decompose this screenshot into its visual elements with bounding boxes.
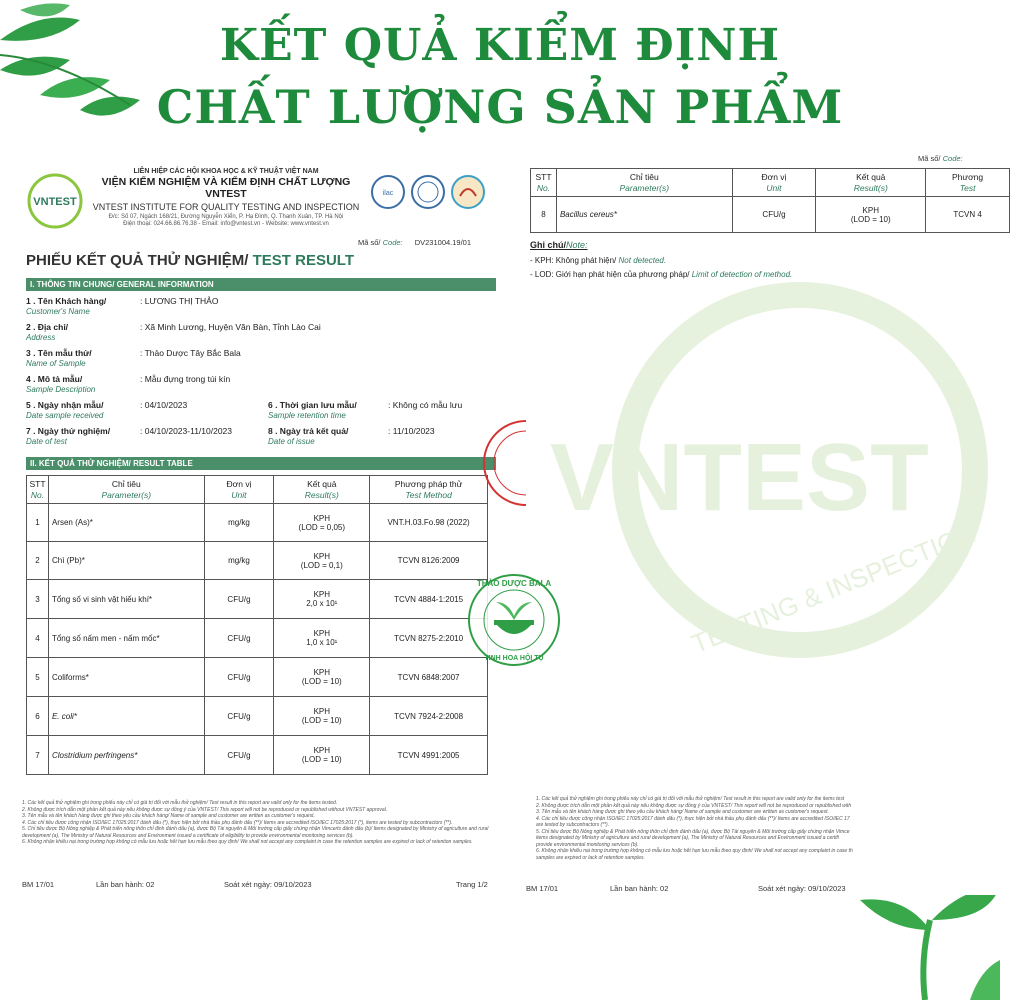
field-sample-name <box>26 348 92 368</box>
accreditation-seal-icon <box>410 174 446 210</box>
field-label: 6 . Thời gian lưu mẫu/ <box>268 400 357 410</box>
code-value: DV231004.19/01 <box>414 238 472 247</box>
field-label-en: Sample Description <box>26 385 96 394</box>
col-result: Kết quả Result(s) <box>274 476 370 504</box>
ilac-mra-logo-icon <box>370 174 406 210</box>
title-vi: PHIẾU KẾT QUẢ THỬ NGHIỆM/ <box>26 252 249 269</box>
code-label: Mã số/ <box>358 238 381 247</box>
footnote: 2. Không được trích dẫn một phần kết quả này nếu không được sự đồng ý của VNTEST/ This report will not be reproduced or republished with <box>536 802 852 809</box>
header-line2: VIỆN KIỂM NGHIỆM VÀ KIỂM ĐỊNH CHẤT LƯỢNG VNTEST <box>101 176 351 200</box>
footnote: 5. Chỉ tiêu được Bộ Nông nghiệp & Phát triển nông thôn chỉ định đánh dấu (a), được Bộ Tài nguyên & Môi trường cấp giấy chứng nhận Vimce <box>536 828 850 835</box>
field-label: 3 . Tên mẫu thử/ <box>26 348 92 358</box>
col-result: Kết quả Result(s) <box>816 169 926 197</box>
footnote: 5. Chỉ tiêu được Bộ Nông nghiệp & Phát triển nông thôn chỉ định đánh dấu (a), được Bộ Tài nguyên & Môi trường cấp giấy chứng nhận Vimcerts đánh dấu (b)/ Items designated by Ministry of agriculture and rural development (a), The Ministry of Natural Resources and Environment issued a certificate of eligibility to provide environmental monitoring services (b). <box>22 826 489 839</box>
footnote: samples are expired or lack of retention samples. <box>536 854 645 861</box>
code-label-en: Code: <box>942 154 963 163</box>
footnote: 6. Không nhận khiếu nại trong trường hợp không có mẫu lưu hoặc hết hạn lưu mẫu theo quy định/ We shall not accept any complaint in case th <box>536 848 853 854</box>
page2-result-table <box>530 168 1010 233</box>
footnote: provide environmental monitoring services (b). <box>536 841 639 848</box>
sample-description-value: : Mẫu đựng trong túi kín <box>140 374 231 384</box>
col-unit: Đơn vị Unit <box>204 476 274 504</box>
date-received-value: : 04/10/2023 <box>140 400 188 410</box>
field-address <box>26 322 68 342</box>
footnote: 3. Tên mẫu và tên khách hàng được ghi theo yêu cầu khách hàng/ Name of sample and customer are written as customer's request. <box>536 809 829 815</box>
red-stamp-icon <box>480 418 526 508</box>
field-label-en: Date of issue <box>268 437 315 446</box>
footer-review: Soát xét ngày: 09/10/2023 <box>224 880 312 889</box>
field-label-en: Address <box>26 333 56 342</box>
vntest-watermark-icon <box>550 270 1000 690</box>
footer-review: Soát xét ngày: 09/10/2023 <box>758 884 846 893</box>
page2-footnotes <box>536 796 1006 861</box>
code-label: Mã số/ <box>918 154 941 163</box>
banner-title-line2: CHẤT LƯỢNG SẢN PHẨM <box>156 80 844 134</box>
svg-text:VNTEST: VNTEST <box>550 424 929 531</box>
footnote: items designated by Ministry of agriculture and rural development (a), The Ministry of Natural Resources and Environment issued a certifi <box>536 835 839 841</box>
field-sample-description <box>26 374 95 394</box>
col-method: Phương pháp thử Test Method <box>370 476 488 504</box>
test-report-page-1 <box>18 160 504 895</box>
footnote: 4. Các chỉ tiêu được công nhận ISO/IEC 17025:2017 đánh dấu (*), thực hiện bởi nhà thầu phụ đánh dấu (**)/ Items are accredited ISO/IEC 17 <box>536 815 850 822</box>
section-result-table: II. KẾT QUẢ THỬ NGHIỆM/ RESULT TABLE <box>26 457 496 470</box>
retention-time-value: : Không có mẫu lưu <box>388 400 463 410</box>
field-label: 2 . Địa chỉ/ <box>26 322 69 332</box>
page2-code-row <box>918 154 963 163</box>
vntest-logo-icon <box>26 172 84 230</box>
address-value: : Xã Minh Lương, Huyện Văn Bàn, Tỉnh Lào Cai <box>140 322 321 332</box>
banner-title-line1: KẾT QUẢ KIỂM ĐỊNH <box>219 20 781 71</box>
field-label-en: Sample retention time <box>268 411 346 420</box>
header-line3: VNTEST INSTITUTE FOR QUALITY TESTING AND INSPECTION <box>92 202 360 212</box>
field-label: 4 . Mô tả mẫu/ <box>26 374 83 384</box>
table-row: 2 Chì (Pb)* mg/kg KPH (LOD = 0,1) TCVN 8126:2009 <box>27 542 488 580</box>
footer-issue: Lần ban hành: 02 <box>96 880 155 889</box>
result-table <box>26 475 488 775</box>
col-stt: STT No. <box>531 169 557 197</box>
footnotes <box>22 800 500 846</box>
note-lod: - LOD: Giới hạn phát hiện của phương pháp/ Limit of detection of method. <box>530 270 793 279</box>
footer-page: Trang 1/2 <box>456 880 488 889</box>
table-row: 8 Bacillus cereus* CFU/g KPH (LOD = 10) TCVN 4 <box>531 197 1010 233</box>
footnote: 2. Không được trích dẫn một phần kết quả này nếu không được sự đồng ý của VNTEST/ This report will not be reproduced or republished without VNTEST approval. <box>22 806 388 813</box>
footnote: are tested by subcontractors (**). <box>536 822 610 828</box>
header-line1: LIÊN HIỆP CÁC HỘI KHOA HỌC & KỸ THUẬT VIỆT NAM <box>133 168 319 175</box>
footer-form: BM 17/01 <box>526 884 559 893</box>
footnote: 3. Tên mẫu và tên khách hàng được ghi theo yêu cầu khách hàng/ Name of sample and customer are written as customer's request. <box>22 813 315 819</box>
footnote: 1. Các kết quả thử nghiệm ghi trong phiếu này chỉ có giá trị đối với mẫu thử nghiệm/ Test result in this report are valid only for the items test <box>536 796 845 802</box>
field-label-en: Name of Sample <box>26 359 86 368</box>
field-label: 5 . Ngày nhận mẫu/ <box>26 400 104 410</box>
field-label-en: Date sample received <box>26 411 104 420</box>
col-param: Chỉ tiêu Parameter(s) <box>48 476 204 504</box>
table-row: 1 Arsen (As)* mg/kg KPH (LOD = 0,05) VNT.H.03.Fo.98 (2022) <box>27 504 488 542</box>
field-date-issue <box>268 426 348 446</box>
footer-form: BM 17/01 <box>22 880 55 889</box>
field-customer <box>26 296 106 316</box>
note-kph: - KPH: Không phát hiện/ Not detected. <box>530 256 667 265</box>
col-unit: Đơn vị Unit <box>732 169 816 197</box>
section-general-info: I. THÔNG TIN CHUNG/ GENERAL INFORMATION <box>26 278 496 291</box>
table-row: 5 Coliforms* CFU/g KPH (LOD = 10) TCVN 6848:2007 <box>27 658 488 697</box>
sample-name-value: : Thảo Dược Tây Bắc Bala <box>140 348 241 358</box>
date-issue-value: : 11/10/2023 <box>388 426 435 436</box>
field-label-en: Date of test <box>26 437 67 446</box>
institute-header <box>86 168 366 227</box>
footnote: 1. Các kết quả thử nghiệm ghi trong phiếu này chỉ có giá trị đối với mẫu thử nghiệm/ Test result in this report are valid only for the items tested. <box>22 800 338 806</box>
field-label-en: Customer's Name <box>26 307 90 316</box>
title-en: TEST RESULT <box>252 252 355 269</box>
table-row: 4 Tổng số nấm men - nấm mốc* CFU/g KPH 1,0 x 10¹ TCVN 8275-2:2010 <box>27 619 488 658</box>
date-test-value: : 04/10/2023-11/10/2023 <box>140 426 233 436</box>
svg-text:VNTEST: VNTEST <box>33 196 77 208</box>
header-contact: Điện thoại: 024.66.86.76.38 - Email: info@vntest.vn - Website: www.vntest.vn <box>123 221 329 227</box>
customer-value: : LƯƠNG THỊ THẢO <box>140 296 219 306</box>
field-label: 7 . Ngày thử nghiệm/ <box>26 426 111 436</box>
footnote: 6. Không nhận khiếu nại trong trường hợp không có mẫu lưu hoặc hết hạn lưu mẫu theo quy định/ We shall not accept any complaint in case the retention samples are expired or lack of retention samples. <box>22 839 473 845</box>
ministry-seal-icon <box>450 174 486 210</box>
svg-text:ilac: ilac <box>382 190 394 197</box>
footnote: 4. Các chỉ tiêu được công nhận ISO/IEC 17025:2017 đánh dấu (*), thực hiện bởi nhà thầu phụ đánh dấu (**)/ Items are accredited ISO/IEC 17025:2017 (*), items are tested by subcontractors (**). <box>22 819 453 826</box>
field-label: 1 . Tên Khách hàng/ <box>26 296 107 306</box>
footer-issue: Lần ban hành: 02 <box>610 884 669 893</box>
col-stt: STT No. <box>27 476 49 504</box>
bala-stamp-logo-icon <box>466 572 562 668</box>
table-row: 3 Tổng số vi sinh vật hiếu khí* CFU/g KPH 2,0 x 10¹ TCVN 4884-1:2015 <box>27 580 488 619</box>
field-date-received <box>26 400 103 420</box>
svg-text:THẢO DƯỢC BALA: THẢO DƯỢC BALA <box>476 579 552 588</box>
code-label-en: Code: <box>382 238 403 247</box>
code-row <box>358 238 471 247</box>
table-row: 6 E. coli* CFU/g KPH (LOD = 10) TCVN 7924-2:2008 <box>27 697 488 736</box>
document-title <box>26 252 354 269</box>
field-date-test <box>26 426 110 446</box>
col-param: Chỉ tiêu Parameter(s) <box>556 169 732 197</box>
header-address: Đ/c: Số 07, Ngách 168/21, Đường Nguyễn Xiển, P. Hạ Đình, Q. Thanh Xuân, TP. Hà Nội <box>108 214 344 220</box>
col-method: Phương Test <box>926 169 1010 197</box>
svg-text:TINH HOA HỘI TỤ: TINH HOA HỘI TỤ <box>484 655 544 662</box>
svg-text:TESTING & INSPECTION: TESTING & INSPECTION <box>687 517 980 660</box>
field-label: 8 . Ngày trả kết quả/ <box>268 426 349 436</box>
note-title: Ghi chú/Note: <box>530 240 588 250</box>
field-retention-time <box>268 400 357 420</box>
table-row: 7 Clostridium perfringens* CFU/g KPH (LOD = 10) TCVN 4991:2005 <box>27 736 488 775</box>
